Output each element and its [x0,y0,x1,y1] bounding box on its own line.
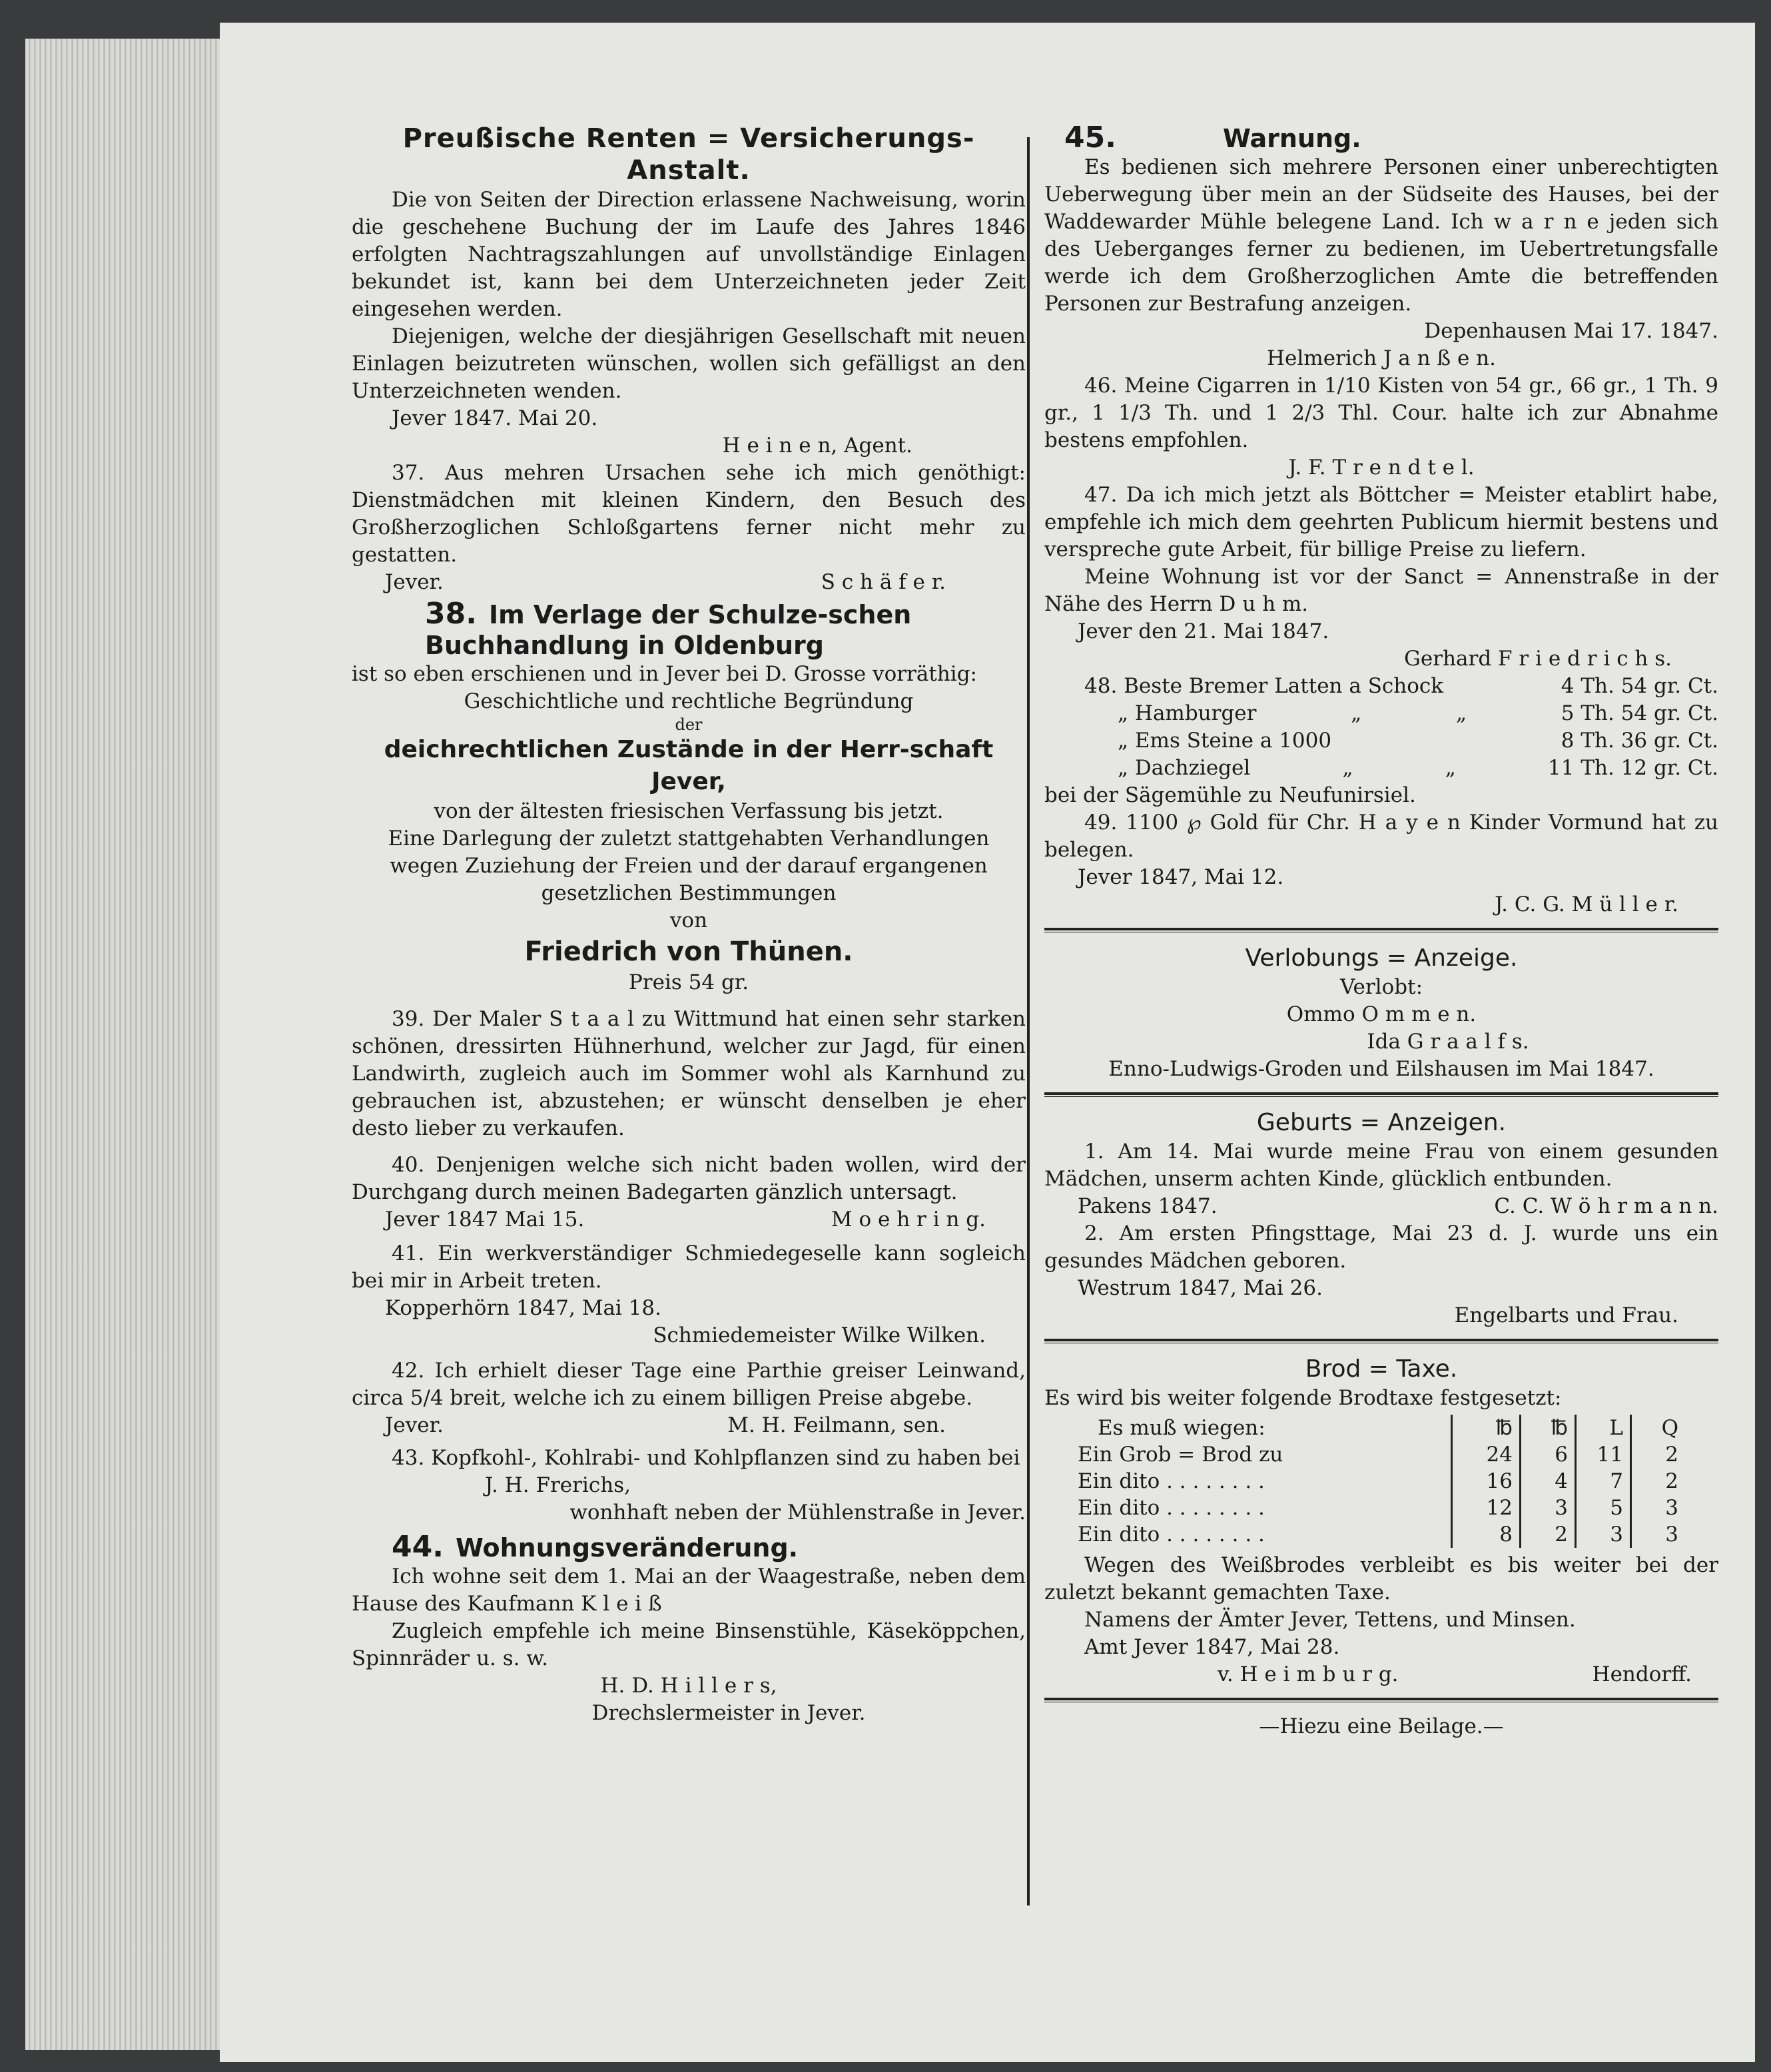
ad-39-text: 39. Der Maler S t a a l zu Wittmund hat einen sehr starken schönen, dressirten Hühnerhund, welcher zur Jagd, für einen Landwirth, zugleich auch im Sommer wohl als Karnhund zu gebrauchen ist, abzustehen; er wünscht denselben je eher desto lieber zu verkaufen. [352,1007,1026,1140]
brod-cell: 16 [1452,1468,1521,1495]
ad-40-signature: M o e h r i n g. [831,1208,986,1231]
brod-cell: 3 [1631,1521,1686,1548]
ad-48-name-1: „ Hamburger [1118,701,1257,725]
brod-head-col-3: L [1576,1415,1631,1441]
brod-cell: 8 [1452,1521,1521,1548]
brod-signature-1: v. H e i m b u r g. [1218,1662,1399,1686]
geburt-2-text: 2. Am ersten Pfingsttage, Mai 23 d. J. wurde uns ein gesundes Mädchen geboren. [1044,1221,1718,1273]
right-column [1044,123,1718,1740]
geburt-1-signature: C. C. W ö h r m a n n. [1494,1194,1718,1218]
ad-38-line-4: Eine Darlegung der zuletzt stattgehabten Verhandlungen wegen Zuziehung der Freien und der darauf ergangenen gesetzlichen Bestimmungen [388,827,990,905]
geburt-2-date: Westrum 1847, Mai 26. [1078,1276,1323,1300]
ad-48-row [1044,755,1718,782]
ad-48-price-0: 4 Th. 54 gr. Ct. [1561,674,1718,698]
left-column [352,123,1026,1727]
column-divider [1027,137,1030,1905]
ad-38-von: von [669,908,708,932]
newspaper-page [220,23,1755,2062]
brod-cell: 3 [1521,1495,1576,1521]
ad-42-footer [352,1412,1026,1439]
brod-head-col-4: Q [1631,1415,1686,1441]
brod-table-header [1071,1415,1685,1441]
ad-42-place: Jever. [385,1413,444,1437]
ad-47-signature: Gerhard F r i e d r i c h s. [1404,647,1672,671]
preuss-text-2: Diejenigen, welche der diesjährigen Gesellschaft mit neuen Einlagen beizutreten wünschen, wollen sich gefälligst an den Unterzeichneten wenden. [352,324,1026,403]
geburt-1-text: 1. Am 14. Mai wurde meine Frau von einem gesunden Mädchen, unserm achten Kinde, glücklich entbunden. [1044,1140,1718,1191]
brod-cell: 3 [1631,1495,1686,1521]
ad-38-book-title: deichrechtlichen Zustände in der Herr-schaft Jever, [384,736,994,795]
brod-signature-2: Hendorff. [1592,1662,1692,1686]
ad-47-date: Jever den 21. Mai 1847. [1078,619,1329,643]
ad-44-text-2: Zugleich empfehle ich meine Binsenstühle, Käseköppchen, Spinnräder u. s. w. [352,1619,1026,1670]
brod-namens: Namens der Ämter Jever, Tettens, und Minsen. [1084,1608,1576,1632]
brod-cell: 3 [1576,1521,1631,1548]
ad-46-text: 46. Meine Cigarren in 1/10 Kisten von 54 gr., 66 gr., 1 Th. 9 gr., 1 1/3 Th. und 1 2/3 Thl. Cour. halte ich zur Abnahme bestens empfohlen. [1044,374,1718,452]
book-page-edges [25,39,225,2050]
ad-38-author: Friedrich von Thünen. [524,936,853,967]
ad-38-line-3: von der ältesten friesischen Verfassung bis jetzt. [434,799,944,823]
ad-44-title: Wohnungsveränderung. [455,1533,799,1562]
verlobung-label: Verlobt: [1339,975,1423,999]
ad-40-date: Jever 1847 Mai 15. [385,1208,585,1231]
ad-42-text: 42. Ich erhielt dieser Tage eine Parthie greiser Leinwand, circa 5/4 breit, welche ich zu einem billigen Preise abgebe. [352,1359,1026,1410]
preuss-signature: H e i n e n, Agent. [722,434,912,458]
ad-45-number: 45. [1064,121,1116,155]
ad-41-signature: Schmiedemeister Wilke Wilken. [653,1323,986,1347]
brod-row-label: Ein dito . . . . . . . . [1078,1523,1265,1547]
ad-48-name-2: „ Ems Steine a 1000 [1118,729,1332,753]
ad-47-text: 47. Da ich mich jetzt als Böttcher = Meister etablirt habe, empfehle ich mich dem geehrten Publicum hiermit bestens und verspreche gute Arbeit, für billige Preise zu liefern. [1044,483,1718,561]
verlobung-heading: Verlobungs = Anzeige. [1245,944,1518,972]
ad-45-text: Es bedienen sich mehrere Personen einer unberechtigten Ueberwegung über mein an der Südseite des Hauses, bei der Waddewarder Mühle belegene Land. Ich w a r n e jeden sich des Ueberganges ferner zu bedienen, im Uebertretungsfalle werde ich dem Großherzoglichen Amte die betreffenden Personen zur Bestrafung anzeigen. [1044,155,1718,316]
ad-48-block [1044,673,1718,809]
ad-48-tail: bei der Sägemühle zu Neufunirsiel. [1044,783,1416,807]
ad-48-name-3: „ Dachziegel [1118,756,1251,780]
ad-44-number: 44. [392,1530,444,1564]
ad-38-line-1: Geschichtliche und rechtliche Begründung [464,689,914,713]
brod-heading: Brod = Taxe. [1305,1355,1458,1383]
ad-48-price-2: 8 Th. 36 gr. Ct. [1561,729,1718,753]
ad-47-text-2: Meine Wohnung ist vor der Sanct = Annenstraße in der Nähe des Herrn D u h m. [1044,565,1718,616]
brod-text: Wegen des Weißbrodes verbleibt es bis weiter bei der zuletzt bekannt gemachten Taxe. [1044,1553,1718,1604]
verlobung-name-1: Ommo O m m e n. [1286,1002,1477,1026]
brod-cell: 2 [1631,1441,1686,1468]
brod-cell: 6 [1521,1441,1576,1468]
brod-row-label: Ein Grob = Brod zu [1078,1443,1283,1467]
brod-cell: 4 [1521,1468,1576,1495]
ad-44-signature-2: Drechslermeister in Jever. [591,1701,866,1725]
ad-44-heading [352,1532,1026,1563]
ad-45-heading [1044,123,1718,154]
ad-38-title: Im Verlage der Schulze-schen Buchhandlung in Oldenburg [425,600,912,660]
geburt-1-footer [1044,1193,1718,1220]
section-rule [1044,1092,1718,1097]
ad-38-intro: ist so eben erschienen und in Jever bei D. Grosse vorräthig: [352,662,977,686]
section-rule [1044,1698,1718,1702]
brod-head-label: Es muß wiegen: [1098,1416,1265,1440]
brod-row-label: Ein dito . . . . . . . . [1078,1496,1265,1520]
ad-49-date: Jever 1847, Mai 12. [1078,865,1284,889]
ad-40-text: 40. Denjenigen welche sich nicht baden wollen, wird der Durchgang durch meinen Badegarten gänzlich untersagt. [352,1153,1026,1204]
ad-48-price-3: 11 Th. 12 gr. Ct. [1548,756,1718,780]
ad-38-price: Preis 54 gr. [628,970,749,994]
section-rule [1044,1339,1718,1343]
section-rule [1044,928,1718,932]
brod-cell: 2 [1631,1468,1686,1495]
ad-48-ditto-3b: „ [1445,756,1456,780]
brod-table-row [1071,1521,1685,1548]
ad-44-text-1: Ich wohne seit dem 1. Mai an der Waagestraße, neben dem Hause des Kaufmann K l e i ß [352,1564,1026,1616]
ad-48-ditto-3a: „ [1342,756,1353,780]
ad-45-date: Depenhausen Mai 17. 1847. [1424,319,1718,343]
brod-signatures [1044,1661,1718,1688]
ad-48-first-line [1044,673,1718,700]
brod-table-row [1071,1468,1685,1495]
brod-table [1071,1415,1685,1548]
ad-42-signature: M. H. Feilmann, sen. [727,1413,946,1437]
ad-41-text: 41. Ein werkverständiger Schmiedegeselle kann sogleich bei mir in Arbeit treten. [352,1241,1026,1293]
preuss-text-1: Die von Seiten der Direction erlassene Nachweisung, worin die geschehene Buchung der im Laufe des Jahres 1846 erfolgten Nachtragszahlungen auf unvollständige Einlagen bekundet ist, kann bei dem Unterzeichneten jeder Zeit eingesehen werden. [352,188,1026,321]
ad-45-title: Warnung. [1222,124,1361,153]
ad-48-row [1044,700,1718,727]
ad-38-number: 38. [425,597,477,631]
brod-cell: 5 [1576,1495,1631,1521]
brod-cell: 2 [1521,1521,1576,1548]
ad-48-ditto-1b: „ [1455,701,1467,725]
ad-41-date: Kopperhörn 1847, Mai 18. [385,1296,662,1320]
verlobung-name-2: Ida G r a a l f s. [1367,1030,1529,1054]
ad-40-footer [352,1206,1026,1233]
ad-48-ditto-1a: „ [1351,701,1362,725]
beilage-note: —Hiezu eine Beilage.— [1259,1714,1504,1738]
ad-48-intro: 48. Beste Bremer Latten a Schock [1084,674,1444,698]
ad-49-text: 49. 1100 ℘ Gold für Chr. H a y e n Kinder Vormund hat zu belegen. [1044,811,1718,862]
ad-45-signature: Helmerich J a n ß e n. [1267,346,1496,370]
ad-48-row [1044,727,1718,755]
brod-row-label: Ein dito . . . . . . . . [1078,1469,1265,1493]
brod-table-row [1071,1495,1685,1521]
brod-intro: Es wird bis weiter folgende Brodtaxe festgesetzt: [1044,1386,1562,1410]
ad-37-text: 37. Aus mehren Ursachen sehe ich mich genöthigt: Dienstmädchen mit kleinen Kindern, den Besuch des Großherzoglichen Schloßgartens ferner nicht mehr zu gestatten. [352,461,1026,567]
brod-cell: 24 [1452,1441,1521,1468]
ad-38-line-2: der [675,715,703,734]
ad-43-signature: J. H. Frerichs, [485,1473,631,1497]
ad-37-place: Jever. [385,570,444,594]
preuss-heading: Preußische Renten = Versicherungs-Anstalt. [402,123,975,186]
brod-head-col-1: ℔ [1452,1415,1521,1441]
ad-44-signature: H. D. H i l l e r s, [600,1674,777,1698]
geburt-1-date: Pakens 1847. [1078,1194,1218,1218]
ad-37-footer [352,569,1026,596]
brod-head-col-2: ℔ [1521,1415,1576,1441]
geburt-heading: Geburts = Anzeigen. [1256,1109,1507,1136]
brod-cell: 7 [1576,1468,1631,1495]
brod-cell: 12 [1452,1495,1521,1521]
ad-48-price-1: 5 Th. 54 gr. Ct. [1561,701,1718,725]
ad-43-address: wonhhaft neben der Mühlenstraße in Jever. [569,1501,1026,1525]
preuss-date: Jever 1847. Mai 20. [392,406,598,430]
brod-table-row [1071,1441,1685,1468]
ad-43-text: 43. Kopfkohl-, Kohlrabi- und Kohlpflanzen sind zu haben bei [392,1446,1020,1470]
brod-cell: 11 [1576,1441,1631,1468]
ad-37-signature: S c h ä f e r. [821,570,946,594]
geburt-2-signature: Engelbarts und Frau. [1454,1303,1678,1327]
ad-38-heading [352,599,1026,661]
ad-46-signature: J. F. T r e n d t e l. [1288,456,1475,480]
brod-date: Amt Jever 1847, Mai 28. [1084,1635,1340,1659]
ad-49-signature: J. C. G. M ü l l e r. [1495,892,1678,916]
verlobung-place: Enno-Ludwigs-Groden und Eilshausen im Mai 1847. [1108,1057,1654,1081]
